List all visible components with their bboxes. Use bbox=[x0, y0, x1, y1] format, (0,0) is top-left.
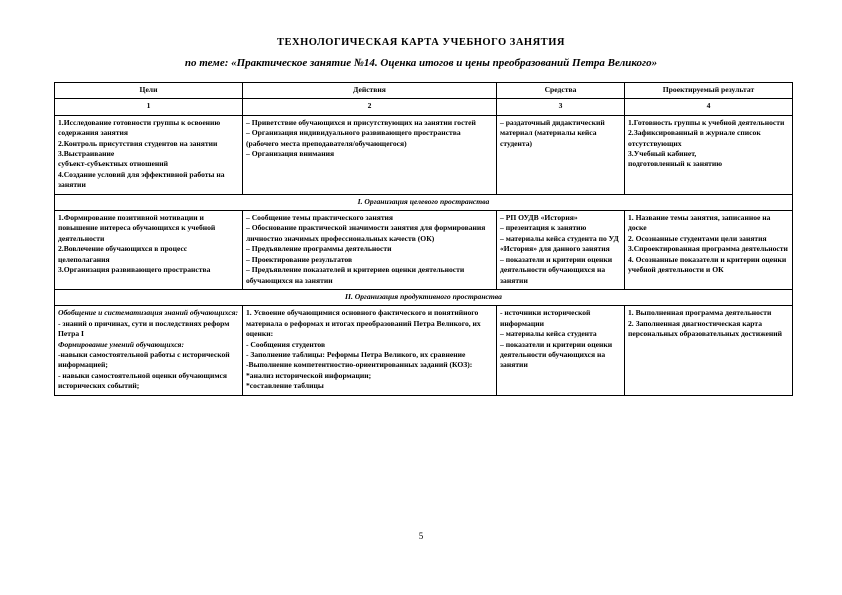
cell-line: – РП ОУДВ «История» bbox=[500, 213, 578, 223]
cell-line: 3.Спроектированная программа деятельности bbox=[628, 244, 788, 254]
cell-goals bbox=[55, 211, 243, 290]
cell-line: – показатели и критерии оценки деятельности обучающихся на занятии bbox=[500, 339, 613, 370]
section-title: II. Организация продуктивного пространства bbox=[55, 289, 793, 305]
cell-line: *составление таблицы bbox=[246, 381, 324, 391]
cell-line: 2.Вовлечение обучающихся в процесс целеполагания bbox=[58, 244, 188, 264]
cell-line: 2.Зафиксированный в журнале список отсутствующих bbox=[628, 128, 761, 148]
cell-line: – презентация к занятию bbox=[500, 223, 587, 233]
cell-line: – материалы кейса студента по УД «История» для данного занятия bbox=[500, 233, 619, 254]
cell-means bbox=[497, 306, 625, 395]
cell-line: -навыки самостоятельной работы с исторической информацией; bbox=[58, 349, 230, 370]
cell-line: 1. Усвоение обучающимися основного фактического и понятийного материала о реформах и итогах преобразований Петра Великого, их оценки: bbox=[246, 308, 481, 339]
cell-line: 4. Осознанные показатели и критерии оценки учебной деятельности и ОК bbox=[628, 254, 787, 275]
cell-line: 2. Осознанные студентами цели занятия bbox=[628, 233, 767, 243]
cell-line: - знаний о причинах, сути и последствиях реформ Петра I bbox=[58, 318, 230, 339]
cell-line: субъект-субъектных отношений bbox=[58, 159, 168, 169]
cell-line: 3.Организация развивающего пространства bbox=[58, 265, 211, 275]
cell-line: подготовленный к занятию bbox=[628, 159, 723, 169]
cell-line: 1. Выполненная программа деятельности bbox=[628, 308, 772, 318]
cell-line: -Выполнение компетентностно-ориентированных заданий (КОЗ): bbox=[246, 360, 473, 370]
column-number-2: 2 bbox=[243, 99, 497, 115]
cell-line: - навыки самостоятельной оценки обучающимся исторических событий; bbox=[58, 370, 227, 391]
cell-line: - Заполнение таблицы: Реформы Петра Великого, их сравнение bbox=[246, 349, 466, 359]
table-header-row bbox=[55, 83, 793, 99]
cell-result bbox=[625, 306, 793, 395]
cell-line: Формирование умений обучающихся: bbox=[58, 339, 185, 349]
cell-line: 1.Готовность группы к учебной деятельности bbox=[628, 117, 785, 127]
cell-line: – Приветствие обучающихся и присутствующих на занятии гостей bbox=[246, 117, 476, 127]
cell-line: – Обоснование практической значимости занятия для формирования личностно значимых профессиональных качеств (ОК) bbox=[246, 223, 486, 243]
cell-line: Обобщение и систематизация знаний обучающихся: bbox=[58, 308, 239, 318]
column-header-goals: Цели bbox=[55, 83, 243, 99]
table-section-row bbox=[55, 289, 793, 305]
column-number-3: 3 bbox=[497, 99, 625, 115]
page-title: ТЕХНОЛОГИЧЕСКАЯ КАРТА УЧЕБНОГО ЗАНЯТИЯ bbox=[277, 37, 565, 48]
technological-map-table bbox=[54, 82, 793, 396]
cell-line: – Проектирование результатов bbox=[246, 254, 353, 264]
cell-line: 2. Заполненная диагностическая карта персональных образовательных достижений bbox=[628, 318, 782, 339]
cell-line: – Предъявление показателей и критериев оценки деятельности обучающихся на занятии bbox=[246, 265, 465, 285]
column-header-result: Проектируемый результат bbox=[625, 83, 793, 99]
cell-line: – материалы кейса студента bbox=[500, 329, 597, 339]
column-number-4: 4 bbox=[625, 99, 793, 115]
cell-result bbox=[625, 211, 793, 290]
cell-line: 3.Выстраивание bbox=[58, 149, 115, 159]
cell-means bbox=[497, 115, 625, 194]
column-header-means: Средства bbox=[497, 83, 625, 99]
cell-line: - источники исторической информации bbox=[500, 308, 591, 328]
column-header-actions: Действия bbox=[243, 83, 497, 99]
table-row bbox=[55, 115, 793, 194]
cell-line: – Предъявление программы деятельности bbox=[246, 244, 392, 254]
cell-actions bbox=[243, 115, 497, 194]
table-section-row bbox=[55, 194, 793, 210]
table-row bbox=[55, 211, 793, 290]
cell-result bbox=[625, 115, 793, 194]
cell-line: 4.Создание условий для эффективной работы на занятии bbox=[58, 169, 225, 190]
cell-line: 3.Учебный кабинет, bbox=[628, 149, 697, 159]
cell-line: 2.Контроль присутствия студентов на занятии bbox=[58, 138, 218, 148]
column-number-1: 1 bbox=[55, 99, 243, 115]
cell-means bbox=[497, 211, 625, 290]
table-row bbox=[55, 306, 793, 395]
cell-line: – Сообщение темы практического занятия bbox=[246, 213, 394, 223]
cell-line: – показатели и критерии оценки деятельности обучающихся на занятии bbox=[500, 254, 613, 285]
cell-line: 1. Название темы занятия, записанное на доске bbox=[628, 213, 771, 233]
page-number: 5 bbox=[418, 531, 424, 541]
cell-goals bbox=[55, 115, 243, 194]
page-subtitle: по теме: «Практическое занятие №14. Оценка итогов и цены преобразований Петра Великого» bbox=[184, 57, 658, 69]
cell-line: *анализ исторической информации; bbox=[246, 370, 372, 380]
cell-actions bbox=[243, 306, 497, 395]
cell-actions bbox=[243, 211, 497, 290]
cell-line: 1.Исследование готовности группы к освоению содержания занятия bbox=[58, 117, 221, 138]
cell-line: – раздаточный дидактический материал (материалы кейса студента) bbox=[500, 117, 605, 148]
cell-line: – Организация внимания bbox=[246, 149, 335, 159]
cell-line: – Организация индивидуального развивающего пространства (рабочего места преподавателя/обучающегося) bbox=[246, 128, 461, 148]
table-body bbox=[55, 115, 793, 395]
cell-goals bbox=[55, 306, 243, 395]
section-title: I. Организация целевого пространства bbox=[55, 194, 793, 210]
cell-line: 1.Формирование позитивной мотивации и повышение интереса обучающихся к учебной деятельности bbox=[58, 213, 216, 243]
table-number-row bbox=[55, 99, 793, 115]
cell-line: - Сообщения студентов bbox=[246, 339, 326, 349]
